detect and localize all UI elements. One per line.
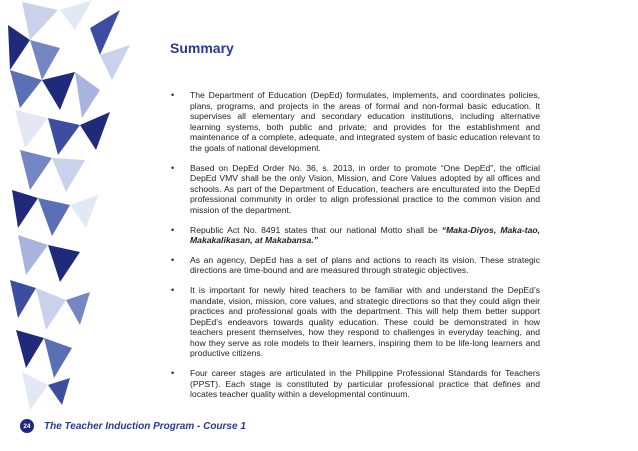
summary-list (170, 90, 540, 409)
bullet-text: As an agency, DepEd has a set of plans and actions to reach its vision. These strategic directions are time-bound and are measured through strategic objectives. (190, 254, 540, 276)
triangle (44, 338, 72, 378)
list-item (170, 255, 540, 276)
bullet-text: The Department of Education (DepEd) formulates, implements, and coordinates policies, plans, programs, and projects in the areas of formal and non-formal basic education. It supervises all elementary and secondary education institutions, including alternative learning systems, both public and private; and provides for the establishment and maintenance of a complete, adequate, and integrated system of basic education relevant to the goals of national development. (190, 90, 540, 153)
triangle (42, 72, 75, 110)
bullet-icon: • (171, 224, 175, 235)
triangle (38, 198, 70, 236)
triangle (30, 40, 60, 80)
triangle (48, 245, 80, 282)
bullet-text: Based on DepEd Order No. 36, s. 2013, in order to promote “One DepEd”, the official DepEd VMV shall be the only Vision, Mission, and Core Values adopted by all offices and schools. As part of the Department of Education, teachers are enculturated into the DepEd professional community in order to align professional practice to the common vision and mission of the department. (190, 162, 540, 215)
triangle (100, 45, 130, 80)
triangle (10, 70, 42, 108)
triangle (18, 235, 48, 275)
triangle (70, 195, 98, 228)
bullet-text: Republic Act No. 8491 states that our national Motto shall be (190, 224, 442, 235)
page-title: Summary (170, 40, 234, 56)
list-item (170, 285, 540, 359)
bullet-icon: • (171, 90, 175, 100)
bullet-icon: • (171, 284, 175, 295)
national-motto: “Maka-Diyos, Maka-tao, Makakalikasan, at Makabansa.” (190, 224, 540, 246)
triangle (22, 2, 58, 40)
bullet-text: It is important for newly hired teachers to be familiar with and understand the DepEd’s mandate, vision, mission, core values, and strategic directions so that they could align their practices and professional goals with the department. This will help them better support DepEd’s endeavors towards quality education. These could be demonstrated in how teachers present themselves, how they respond to challenges in everyday teaching, and how they serve as role models to their learners, inspiring them to be life-long learners and productive citizens. (190, 284, 540, 359)
triangle (66, 292, 90, 325)
course-title: The Teacher Induction Program - Course 1 (44, 420, 246, 432)
triangle (22, 372, 48, 410)
list-item (170, 368, 540, 400)
triangle (36, 288, 66, 330)
triangle (20, 150, 52, 190)
bullet-icon: • (171, 254, 175, 265)
page-footer (20, 418, 246, 434)
triangle (8, 25, 30, 70)
triangle (90, 10, 120, 55)
page-number-badge: 24 (20, 419, 34, 433)
list-item (170, 163, 540, 216)
triangle (16, 330, 44, 368)
triangle (75, 72, 100, 118)
triangle (80, 112, 110, 150)
triangle (15, 110, 48, 148)
triangle (60, 0, 92, 30)
bullet-text: Four career stages are articulated in the Philippine Professional Standards for Teachers (PPST). Each stage is constituted by particular professional practice that defines and locates teacher quality within a developmental continuum. (190, 368, 540, 400)
list-item (170, 90, 540, 154)
triangle (48, 378, 70, 405)
triangle (52, 158, 85, 192)
bullet-icon: • (171, 368, 175, 379)
triangle (10, 280, 36, 318)
list-item (170, 225, 540, 246)
triangle (48, 118, 80, 155)
decorative-triangle-pattern (0, 0, 150, 451)
triangle (12, 190, 38, 228)
bullet-icon: • (171, 162, 175, 173)
